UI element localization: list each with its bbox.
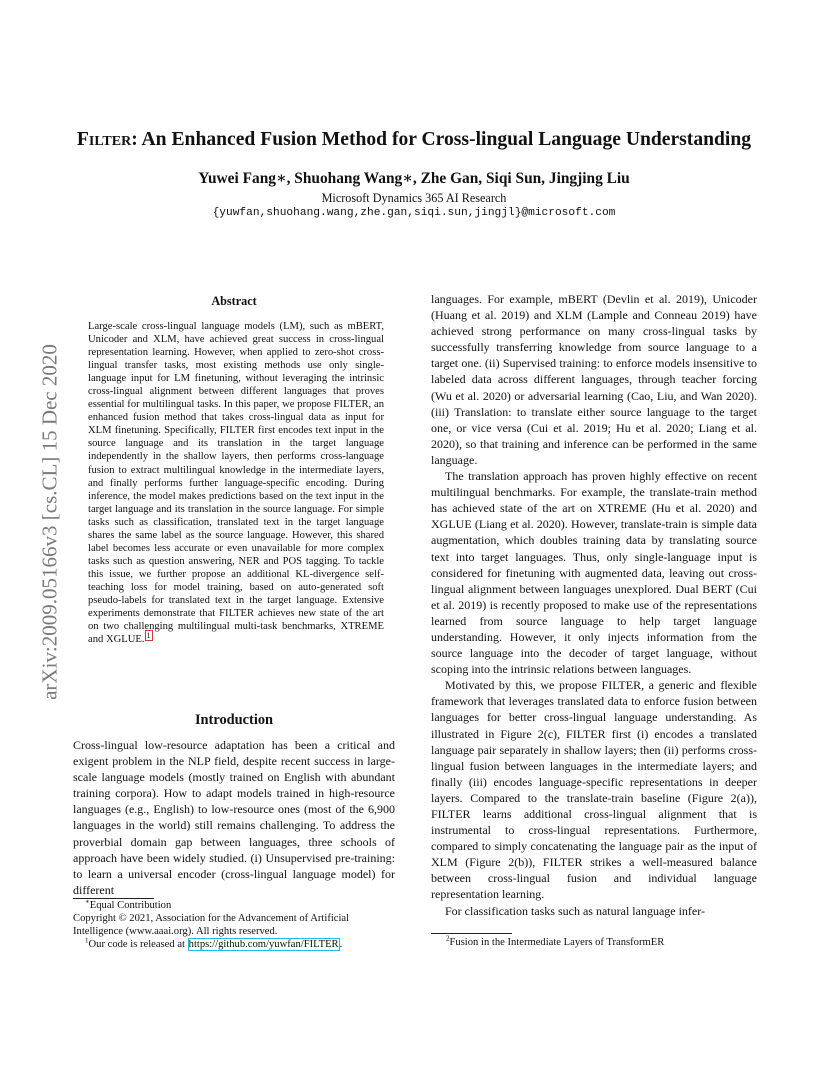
arxiv-id-text: arXiv:2009.05166v3 [cs.CL] 15 Dec 2020 (37, 344, 62, 700)
author-emails: {yuwfan,shuohang.wang,zhe.gan,siqi.sun,jingjl}@microsoft.com (212, 207, 616, 219)
title-prefix: Filter (76, 129, 132, 150)
author-list: Yuwei Fang∗, Shuohang Wang∗, Zhe Gan, Siqi Sun, Jingjing Liu (198, 170, 630, 187)
introduction-heading: Introduction (194, 712, 274, 728)
paper-title (0, 129, 828, 151)
right-column (431, 291, 757, 919)
copyright-notice: Copyright © 2021, Association for the Advancement of Artificial Intelligence (www.aaai.org). All rights reserved. (73, 912, 350, 937)
arxiv-identifier-stamp (35, 288, 65, 756)
right-paragraph-1: languages. For example, mBERT (Devlin et al. 2019), Unicoder (Huang et al. 2019) and XLM (Lample and Conneau 2019) have achieved strong performance on many cross-lingual tasks by successfully transferring knowledge from source language to a target one. (ii) Supervised training: to enforce models insensitive to labeled data across different languages, through teacher forcing (Wu et al. 2020) or adversarial learning (Cao, Liu, and Wan 2020). (iii) Translation: to translate either source language to the target one, or vice versa (Cui et al. 2019; Hu et al. 2020; Liang et al. 2020), so that training and inference can be performed in the same language. (431, 292, 757, 467)
right-paragraph-2: The translation approach has proven highly effective on recent multilingual benchmarks. For example, the translate-train method has achieved state of the art on XTREME (Hu et al. 2020) and XGLUE (Liang et al. 2020). However, translate-train is simple data augmentation, which doubles training data by translating source text into target languages. Thus, only single-language input is considered for finetuning with augmented data, leaving out cross-lingual alignment between languages unexplored. Dual BERT (Cui et al. 2019) is recently proposed to make use of the representations learned from source language to help target language understanding. However, it only injects information from the source language into the decoder of target language, without scoping into the intrinsic relations between languages. (431, 469, 757, 677)
footnote-rule-right (431, 933, 512, 934)
affiliation: Microsoft Dynamics 365 AI Research (321, 191, 507, 205)
abstract-body (88, 320, 384, 646)
abstract-text: Large-scale cross-lingual language models (LM), such as mBERT, Unicoder and XLM, have achieved great success in cross-lingual representation learning. However, when applied to zero-shot cross-lingual transfer tasks, most existing methods use only single-language input for LM finetuning, without leveraging the intrinsic cross-lingual alignment between different languages that proves essential for multilingual tasks. In this paper, we propose FILTER, an enhanced fusion method that takes cross-lingual data as input for XLM finetuning. Specifically, FILTER first encodes text input in the source language and its translation in the target language independently in the shallow layers, then performs cross-language fusion to extract multilingual knowledge in the intermediate layers, and finally performs further language-specific encoding. During inference, the model makes predictions based on the text input in the target language and its translation in the source language. For simple tasks such as classification, translated text in the target language shares the same label as the source language. However, this shared label becomes less accurate or even unavailable for more complex tasks such as question answering, NER and POS tagging. To tackle this issue, we further propose an additional KL-divergence self-teaching loss for model training, based on auto-generated soft pseudo-labels for translated text in the target language. Extensive experiments demonstrate that FILTER achieves new state of the art on two challenging multilingual multi-task benchmarks, XTREME and XGLUE. (88, 321, 384, 646)
footnote-filter-acronym: $^2$Fusion in the Intermediate Layers of TransformER (446, 934, 665, 948)
introduction-body (73, 737, 395, 898)
intro-paragraph-1: Cross-lingual low-resource adaptation has been a critical and exigent problem in the NLP field, despite recent success in large-scale language models (mostly trained on English with abundant training corpora). How to adapt models trained in high-resource languages (e.g., English) to low-resource ones (most of the 6,900 languages in the world) still remains challenging. To address the proverbial domain gap between languages, three schools of approach have been widely studied. (i) Unsupervised pre-training: to learn a universal encoder (cross-lingual language model) for different (73, 738, 395, 897)
code-url-link[interactable]: https://github.com/yuwfan/FILTER (188, 938, 339, 950)
right-paragraph-3: Motivated by this, we propose FILTER, a generic and flexible framework that leverages translated data to enforce fusion between languages for better cross-lingual language understanding. As illustrated in Figure 2(c), FILTER first (i) encodes a translated language pair separately in shallow layers; then (ii) performs cross-lingual fusion between languages in the intermediate layers; and finally (iii) encodes language-specific representations in deeper layers. Compared to the translate-train baseline (Figure 2(a)), FILTER learns additional cross-lingual alignment that is instrumental to cross-lingual representations. Furthermore, compared to simply concatenating the language pair as the input of XLM (Figure 2(b)), FILTER strikes a well-measured balance between cross-lingual fusion and individual language representation learning. (431, 678, 757, 902)
footnotes-left (73, 897, 395, 952)
abstract-heading: Abstract (211, 294, 257, 308)
title-rest: : An Enhanced Fusion Method for Cross-lingual Language Understanding (131, 129, 752, 150)
footnote-ref-1[interactable]: 1 (146, 630, 151, 640)
footnote-code-release: $^1$Our code is released at https://github.com/yuwfan/FILTER. (85, 936, 343, 950)
right-paragraph-4: For classification tasks such as natural language infer- (445, 903, 706, 918)
footnote-equal-contribution: ∗Equal Contribution (85, 897, 172, 911)
